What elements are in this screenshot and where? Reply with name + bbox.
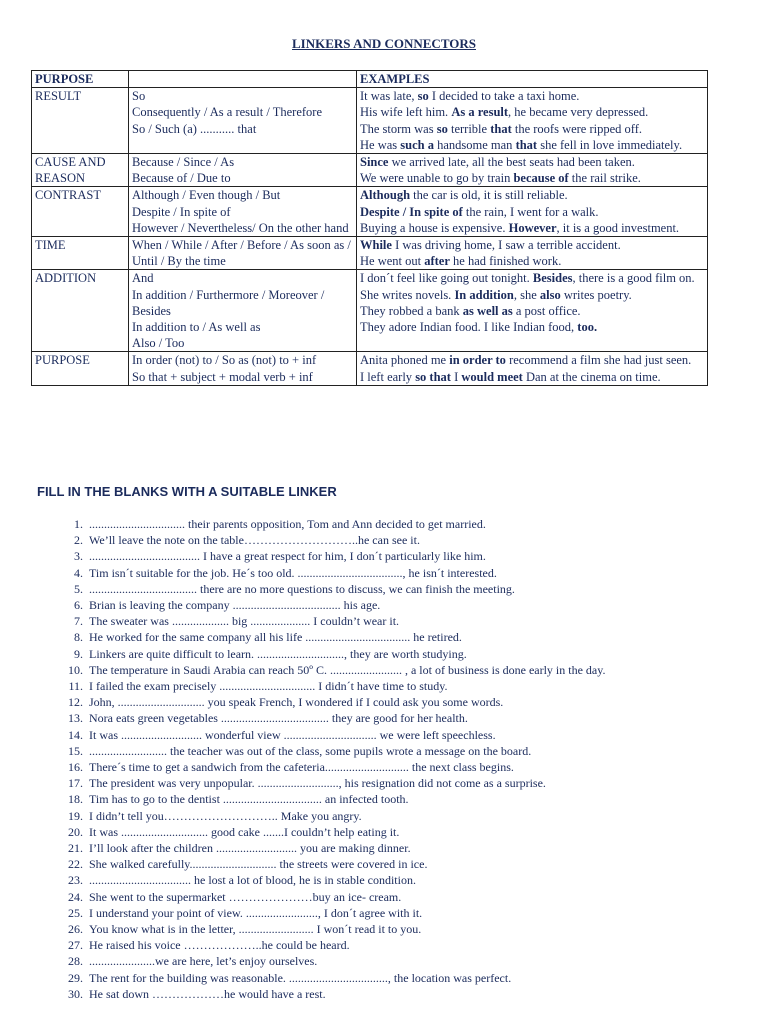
- linker-text: Although / Even though / But: [132, 188, 281, 203]
- example-linker: However: [508, 220, 557, 235]
- item-number: 3.: [74, 549, 83, 564]
- table-row: [32, 88, 708, 154]
- example-text: , she: [513, 287, 540, 302]
- linker-text: Consequently / As a result / Therefore: [132, 105, 323, 120]
- item-sentence: John, ............................. you speak French, I wondered if I could ask you some words.: [89, 695, 504, 710]
- exercise-item: [50, 597, 605, 613]
- item-number: 24.: [68, 889, 83, 904]
- item-number: 1.: [74, 517, 83, 531]
- item-sentence: She went to the supermarket …………………buy an ice- cream.: [89, 889, 402, 904]
- item-number: 4.: [74, 565, 83, 580]
- example-text: He went out: [360, 254, 425, 269]
- item-sentence: ......................we are here, let’s enjoy ourselves.: [89, 954, 318, 969]
- item-sentence: The sweater was ................... big .................... I couldn’t wear it.: [89, 614, 400, 629]
- item-sentence: ................................ their parents opposition, Tom and Ann decided to get married.: [89, 517, 486, 531]
- linkers-cell: [129, 352, 357, 385]
- item-sentence: Nora eats green vegetables .................................... they are good for her health.: [89, 711, 468, 726]
- header-purpose: PURPOSE: [32, 71, 129, 88]
- item-number: 2.: [74, 533, 83, 548]
- item-number: 18.: [68, 792, 83, 807]
- item-sentence: .......................... the teacher was out of the class, some pupils wrote a message on the board.: [89, 743, 532, 758]
- examples-cell: [357, 237, 708, 270]
- example-linker: so that: [415, 369, 451, 384]
- exercise-item: [50, 856, 605, 872]
- example-text: , there is a good film on.: [572, 271, 695, 286]
- item-sentence: I failed the exam precisely ................................ I didn´t have time to study.: [89, 679, 448, 694]
- example-text: the roofs were ripped off.: [511, 121, 643, 136]
- exercise-item: [50, 710, 605, 726]
- item-sentence: It was ........................... wonderful view ............................... we were left speechless.: [89, 727, 496, 742]
- exercise-item: [50, 953, 605, 969]
- item-number: 6.: [74, 598, 83, 613]
- example-linker: Besides: [532, 271, 573, 286]
- linkers-cell: [129, 88, 357, 154]
- example-linker: so: [417, 89, 429, 104]
- example-linker: in order to: [449, 353, 506, 368]
- linkers-table: [31, 70, 708, 386]
- example-linker: Despite / In spite of: [360, 204, 463, 219]
- exercise-item: [50, 889, 605, 905]
- exercise-item: [50, 986, 605, 1002]
- table-row: [32, 154, 708, 187]
- example-linker: would meet: [461, 369, 523, 384]
- example-text: we arrived late, all the best seats had been taken.: [388, 155, 635, 170]
- purpose-label: REASON: [35, 171, 86, 186]
- examples-cell: [357, 352, 708, 385]
- item-sentence: Brian is leaving the company .................................... his age.: [89, 598, 381, 613]
- example-linker: too.: [577, 320, 598, 335]
- item-number: 16.: [68, 760, 83, 775]
- purpose-label: RESULT: [35, 89, 82, 104]
- examples-cell: [357, 154, 708, 187]
- linker-text: In addition to / As well as: [132, 320, 261, 335]
- examples-cell: [357, 270, 708, 352]
- table-row: [32, 237, 708, 270]
- example-sentence: [360, 253, 704, 269]
- example-linker: Since: [360, 155, 389, 170]
- item-sentence: Tim has to go to the dentist ................................. an infected tooth.: [89, 792, 409, 807]
- example-sentence: [360, 369, 704, 385]
- example-linker: While: [360, 238, 392, 253]
- linker-text: In addition / Furthermore / Moreover / Besides: [132, 287, 325, 318]
- purpose-label: CONTRAST: [35, 188, 101, 203]
- purpose-label: PURPOSE: [35, 353, 90, 368]
- page-title: LINKERS AND CONNECTORS: [292, 36, 476, 51]
- example-sentence: [360, 170, 704, 186]
- examples-cell: [357, 187, 708, 237]
- purpose-cell: [32, 237, 129, 270]
- linker-text: When / While / After / Before / As soon as / Until / By the time: [132, 238, 351, 269]
- example-text: handsome man: [433, 137, 516, 152]
- example-linker: that: [490, 121, 512, 136]
- exercise-item: [50, 808, 605, 824]
- example-linker: after: [424, 254, 450, 269]
- item-sentence: He sat down ………………he would have a rest.: [89, 986, 326, 1001]
- item-sentence: We’ll leave the note on the table………………………..he can see it.: [89, 533, 420, 548]
- table-row: [32, 352, 708, 385]
- purpose-cell: [32, 88, 129, 154]
- exercise-item: [50, 937, 605, 953]
- item-number: 15.: [68, 743, 83, 758]
- item-number: 10.: [68, 662, 83, 677]
- purpose-label: CAUSE AND: [35, 155, 106, 170]
- example-sentence: [360, 352, 704, 368]
- item-sentence: The president was very unpopular. ..........................., his resignation did not come as a surprise.: [89, 776, 546, 791]
- item-sentence: There´s time to get a sandwich from the cafeteria............................ the next class begins.: [89, 760, 514, 775]
- item-number: 14.: [68, 727, 83, 742]
- example-sentence: [360, 287, 704, 303]
- purpose-cell: [32, 270, 129, 352]
- exercise-item: [50, 921, 605, 937]
- example-sentence: [360, 104, 704, 120]
- example-text: They robbed a bank: [360, 303, 463, 318]
- item-number: 30.: [68, 986, 83, 1001]
- item-number: 17.: [68, 776, 83, 791]
- example-text: terrible: [447, 121, 491, 136]
- exercise-item: [50, 727, 605, 743]
- example-linker: because of: [513, 171, 569, 186]
- exercise-item: [50, 694, 605, 710]
- purpose-cell: [32, 154, 129, 187]
- linker-text: Despite / In spite of: [132, 204, 231, 219]
- item-sentence: I’ll look after the children ........................... you are making dinner.: [89, 841, 411, 856]
- linkers-cell: [129, 187, 357, 237]
- exercise-item: [50, 662, 605, 678]
- item-number: 26.: [68, 922, 83, 937]
- purpose-cell: [32, 187, 129, 237]
- exercise-item: [50, 905, 605, 921]
- item-sentence: I didn’t tell you……………………….. Make you angry.: [89, 808, 362, 823]
- example-linker: In addition: [454, 287, 514, 302]
- item-sentence: He raised his voice ………………..he could be heard.: [89, 938, 350, 953]
- purpose-label: ADDITION: [35, 271, 97, 286]
- header-linkers: [129, 71, 357, 88]
- item-number: 25.: [68, 905, 83, 920]
- example-text: She writes novels.: [360, 287, 455, 302]
- example-linker: such a: [400, 137, 434, 152]
- example-text: I decided to take a taxi home.: [428, 89, 580, 104]
- item-sentence: ..................................... I have a great respect for him, I don´t particularly like him.: [89, 549, 486, 564]
- exercise-item: [50, 613, 605, 629]
- example-linker: As a result: [451, 105, 509, 120]
- example-text: he had finished work.: [449, 254, 562, 269]
- item-sentence: .................................... there are no more questions to discuss, we can finish the meeting.: [89, 581, 515, 596]
- linkers-cell: [129, 154, 357, 187]
- example-sentence: [360, 303, 704, 319]
- item-number: 19.: [68, 808, 83, 823]
- example-text: I was driving home, I saw a terrible accident.: [391, 238, 621, 253]
- item-number: 27.: [68, 938, 83, 953]
- exercise-item: [50, 759, 605, 775]
- exercise-item: [50, 548, 605, 564]
- item-sentence: Tim isn´t suitable for the job. He´s too old. ..................................., he isn´t interested.: [89, 565, 497, 580]
- example-text: They adore Indian food. I like Indian food,: [360, 320, 578, 335]
- item-sentence: It was ............................. good cake .......I couldn’t help eating it.: [89, 824, 400, 839]
- examples-cell: [357, 88, 708, 154]
- example-linker: that: [515, 137, 538, 152]
- item-sentence: I understand your point of view. ........................, I don´t agree with it.: [89, 905, 423, 920]
- header-examples: EXAMPLES: [357, 71, 708, 88]
- table-row: [32, 187, 708, 237]
- linker-text: However / Nevertheless/ On the other hand: [132, 220, 349, 235]
- example-text: I: [450, 369, 462, 384]
- example-sentence: [360, 88, 704, 104]
- example-sentence: [360, 121, 704, 137]
- exercise-item: [50, 646, 605, 662]
- example-text: she fell in love immediately.: [537, 137, 683, 152]
- item-number: 12.: [68, 695, 83, 710]
- item-number: 23.: [68, 873, 83, 888]
- example-text: writes poetry.: [560, 287, 632, 302]
- example-text: Buying a house is expensive.: [360, 220, 509, 235]
- exercise-item: [50, 970, 605, 986]
- item-number: 13.: [68, 711, 83, 726]
- example-linker: also: [539, 287, 561, 302]
- linker-text: So that + subject + modal verb + inf: [132, 369, 313, 384]
- item-sentence: He worked for the same company all his life ................................... he retired.: [89, 630, 462, 645]
- example-text: We were unable to go by train: [360, 171, 514, 186]
- example-sentence: [360, 237, 704, 253]
- example-text: He was: [360, 137, 401, 152]
- example-linker: as well as: [462, 303, 513, 318]
- item-sentence: Linkers are quite difficult to learn. ............................., they are worth studying.: [89, 646, 467, 661]
- example-sentence: [360, 319, 704, 335]
- item-number: 9.: [74, 646, 83, 661]
- linkers-cell: [129, 237, 357, 270]
- exercise-item: [50, 565, 605, 581]
- example-sentence: [360, 220, 704, 236]
- table-row: [32, 270, 708, 352]
- exercise-item: [50, 581, 605, 597]
- example-sentence: [360, 154, 704, 170]
- exercise-item: [50, 824, 605, 840]
- linker-text: And: [132, 271, 154, 286]
- item-number: 7.: [74, 614, 83, 629]
- exercise-list: [50, 516, 605, 1002]
- item-sentence: .................................. he lost a lot of blood, he is in stable condition.: [89, 873, 416, 888]
- item-sentence: The rent for the building was reasonable. ................................., the location was perfect.: [89, 970, 512, 985]
- exercise-item: [50, 678, 605, 694]
- purpose-cell: [32, 352, 129, 385]
- linker-text: Also / Too: [132, 336, 185, 351]
- exercise-item: [50, 516, 605, 532]
- table-header-row: [32, 71, 708, 88]
- example-text: His wife left him.: [360, 105, 452, 120]
- example-text: the car is old, it is still reliable.: [410, 188, 568, 203]
- item-sentence: The temperature in Saudi Arabia can reach 50º C. ........................ , a lot of business is done early in the day.: [89, 662, 606, 677]
- example-text: , he became very depressed.: [508, 105, 649, 120]
- example-text: the rail strike.: [568, 171, 641, 186]
- linkers-cell: [129, 270, 357, 352]
- exercise-item: [50, 840, 605, 856]
- example-sentence: [360, 270, 704, 286]
- linker-text: Because of / Due to: [132, 171, 231, 186]
- example-text: It was late,: [360, 89, 418, 104]
- item-number: 8.: [74, 630, 83, 645]
- example-text: The storm was: [360, 121, 437, 136]
- exercise-title: FILL IN THE BLANKS WITH A SUITABLE LINKER: [37, 484, 337, 499]
- exercise-item: [50, 775, 605, 791]
- purpose-label: TIME: [35, 238, 66, 253]
- example-sentence: [360, 187, 704, 203]
- example-sentence: [360, 137, 704, 153]
- item-sentence: She walked carefully............................. the streets were covered in ice.: [89, 857, 428, 872]
- example-text: recommend a film she had just seen.: [505, 353, 692, 368]
- example-text: Dan at the cinema on time.: [522, 369, 661, 384]
- example-sentence: [360, 204, 704, 220]
- example-text: the rain, I went for a walk.: [462, 204, 599, 219]
- linker-text: So: [132, 89, 146, 104]
- example-text: a post office.: [512, 303, 581, 318]
- example-text: Anita phoned me: [360, 353, 450, 368]
- linker-text: So / Such (a) ........... that: [132, 121, 257, 136]
- example-linker: so: [436, 121, 448, 136]
- linker-text: In order (not) to / So as (not) to + inf: [132, 353, 317, 368]
- item-number: 11.: [68, 679, 83, 694]
- item-number: 22.: [68, 857, 83, 872]
- item-sentence: You know what is in the letter, ......................... I won´t read it to you.: [89, 922, 422, 937]
- item-number: 5.: [74, 581, 83, 596]
- exercise-item: [50, 872, 605, 888]
- item-number: 21.: [68, 841, 83, 856]
- item-number: 20.: [68, 824, 83, 839]
- item-number: 29.: [68, 970, 83, 985]
- exercise-item: [50, 743, 605, 759]
- example-text: I don´t feel like going out tonight.: [360, 271, 533, 286]
- example-text: , it is a good investment.: [556, 220, 680, 235]
- item-number: 28.: [68, 954, 83, 969]
- example-text: I left early: [360, 369, 416, 384]
- exercise-item: [50, 532, 605, 548]
- exercise-item: [50, 629, 605, 645]
- exercise-item: [50, 791, 605, 807]
- example-linker: Although: [360, 188, 411, 203]
- linker-text: Because / Since / As: [132, 155, 235, 170]
